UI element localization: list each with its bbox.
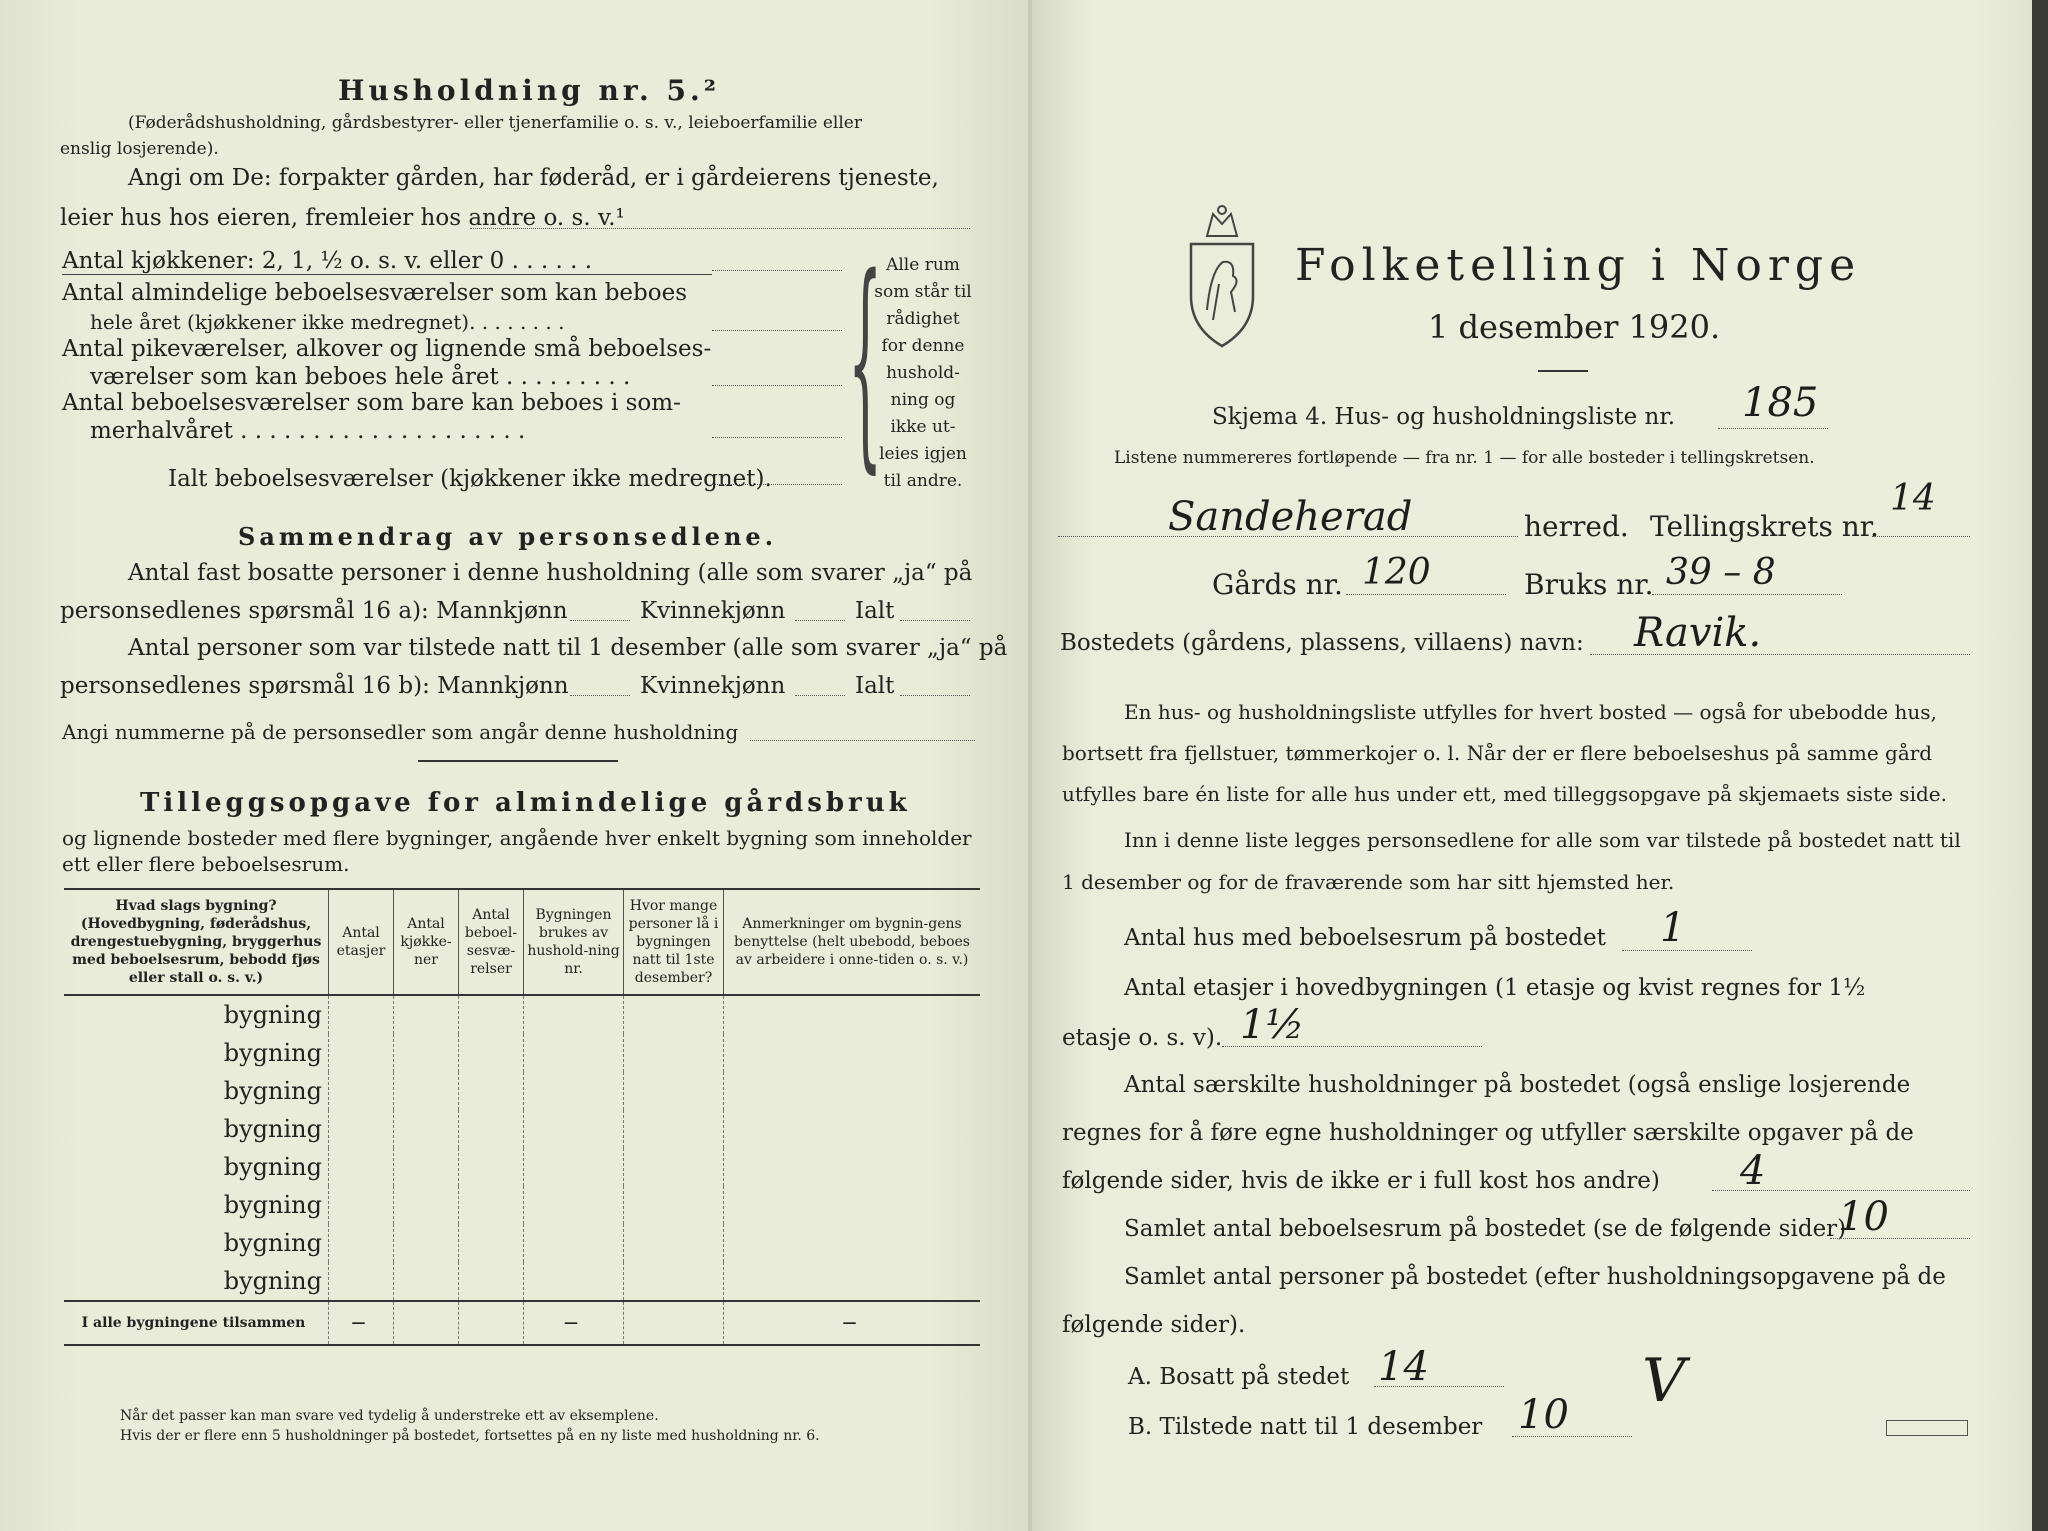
district-label: Tellingskrets nr.: [1650, 510, 1879, 543]
row-label: bygning: [223, 1191, 322, 1219]
total-rooms-question: Ialt beboelsesværelser (kjøkkener ikke medregnet).: [168, 466, 772, 492]
side-note-line: for denne: [881, 336, 965, 356]
rooms-total-value: 10: [1838, 1194, 1889, 1240]
rule: [62, 274, 712, 275]
answer-line: [900, 695, 970, 696]
place-name-label: Bostedets (gårdens, plassens, villaens) navn:: [1060, 630, 1584, 656]
list-number-value: 185: [1742, 380, 1819, 426]
supplement-title: Tilleggsopgave for almindelige gårdsbruk: [140, 788, 911, 818]
households-question-line-1: Antal særskilte husholdninger på bostedet (også enslige losjerende: [1124, 1072, 1911, 1098]
female-label: Kvinnekjønn: [640, 598, 786, 624]
dash: —: [724, 1301, 981, 1345]
row-label: bygning: [223, 1153, 322, 1181]
footnote-1: Når det passer kan man svare ved tydelig å understreke ett av eksemplene.: [120, 1408, 659, 1424]
total-label: Ialt: [855, 673, 895, 699]
supplement-line-2: ett eller flere beboelsesrum.: [62, 852, 350, 876]
table-row: [64, 1110, 980, 1148]
table-row: [64, 995, 980, 1034]
present-label: B. Tilstede natt til 1 desember: [1128, 1414, 1483, 1440]
answer-line: [712, 385, 842, 386]
coat-of-arms-icon: [1183, 200, 1261, 350]
answer-line: [1346, 594, 1506, 595]
table-row: [64, 1186, 980, 1224]
kitchens-question: Antal kjøkkener: 2, 1, ½ o. s. v. eller 0 . . . . . .: [62, 248, 593, 274]
supplement-line-1: og lignende bosteder med flere bygninger, angående hver enkelt bygning som inneholder: [62, 826, 972, 850]
households-question-line-2: regnes for å føre egne husholdninger og utfyller særskilte opgaver på de: [1062, 1120, 1914, 1146]
rooms-question-line-1: Antal almindelige beboelsesværelser som kan beboes: [62, 280, 688, 306]
col-header-building: Hvad slags bygning? (Hovedbygning, føderådshus, drengestuebygning, bryggerhus med beboelsesrum, bebodd fjøs eller stall o. s. v.): [70, 898, 322, 986]
section-divider: [418, 760, 618, 762]
table-total-row: [64, 1301, 980, 1345]
answer-line: [795, 695, 845, 696]
dash: —: [524, 1301, 624, 1345]
row-label: bygning: [223, 1229, 322, 1257]
household-intro-line-1: (Føderådshusholdning, gårdsbestyrer- eller tjenerfamilie o. s. v., leieboerfamilie eller: [128, 113, 862, 133]
col-header-persons: Hvor mange personer lå i bygningen natt til 1ste desember?: [624, 889, 724, 995]
farm-number-value: 120: [1362, 552, 1431, 593]
total-label: Ialt: [855, 598, 895, 624]
side-note-line: leies igjen: [879, 444, 967, 464]
side-note-line: hushold-: [886, 363, 960, 383]
herred-value: Sandeherad: [1168, 494, 1413, 540]
households-question-line-3: følgende sider, hvis de ikke er i full kost hos andre): [1062, 1168, 1660, 1194]
answer-line: [570, 695, 630, 696]
farm-number-label: Gårds nr.: [1212, 568, 1343, 601]
household-intro-line-2: enslig losjerende).: [60, 139, 219, 159]
side-note-line: ikke ut-: [890, 417, 956, 437]
answer-line: [1622, 950, 1752, 951]
household-title: Husholdning nr. 5.²: [338, 74, 721, 107]
instruction-line-3: utfylles bare én liste for alle hus under ett, med tilleggsopgave på skjemaets siste side.: [1062, 782, 1947, 806]
table-row: [64, 1262, 980, 1301]
persons-question-line-1: Samlet antal personer på bostedet (efter husholdningsopgavene på de: [1124, 1264, 1946, 1290]
row-label: bygning: [223, 1267, 322, 1295]
answer-line: [712, 484, 842, 485]
female-label: Kvinnekjønn: [640, 673, 786, 699]
title-rule: [1538, 370, 1588, 372]
person-numbers-question: Angi nummerne på de personsedler som angår denne husholdning: [62, 720, 739, 744]
instruction-line-5: 1 desember og for de fraværende som har sitt hjemsted her.: [1062, 870, 1675, 894]
answer-line: [1718, 428, 1828, 429]
summer-rooms-line-1: Antal beboelsesværelser som bare kan beboes i som-: [62, 390, 681, 416]
answer-line: [712, 437, 842, 438]
side-note-line: rådighet: [886, 309, 960, 329]
rooms-total-question: Samlet antal beboelsesrum på bostedet (se de følgende sider): [1124, 1216, 1847, 1242]
herred-label: herred.: [1524, 510, 1629, 543]
summary-line-1a: Antal fast bosatte personer i denne husholdning (alle som svarer „ja“ på: [128, 560, 973, 586]
answer-line: [795, 620, 845, 621]
instruction-line-1: En hus- og husholdningsliste utfylles for hvert bosted — også for ubebodde hus,: [1124, 700, 1937, 724]
row-label: bygning: [223, 1077, 322, 1105]
col-header-household: Bygningen brukes av hushold-ning nr.: [524, 889, 624, 995]
side-note-line: Alle rum: [886, 255, 960, 275]
col-header-kitchens: Antal kjøkke-ner: [394, 889, 459, 995]
brace: {: [848, 229, 883, 494]
holding-number-value: 39 – 8: [1666, 552, 1776, 593]
schema-label: Skjema 4. Hus- og husholdningsliste nr.: [1212, 404, 1676, 430]
answer-line: [712, 330, 842, 331]
total-row-label: I alle bygningene tilsammen: [81, 1315, 306, 1331]
persons-question-line-2: følgende sider).: [1062, 1312, 1246, 1338]
summary-line-1b: personsedlenes spørsmål 16 a): Mannkjønn: [60, 598, 568, 624]
side-note-line: til andre.: [883, 471, 963, 491]
table-row: [64, 1148, 980, 1186]
summer-rooms-line-2: merhalvåret . . . . . . . . . . . . . . . . . . . .: [90, 418, 526, 444]
numbering-note: Listene nummereres fortløpende — fra nr. 1 — for alle bosteder i tellingskretsen.: [1114, 448, 1815, 468]
buildings-table: [64, 888, 980, 1346]
col-header-rooms: Antal beboel-sesvæ-relser: [459, 889, 524, 995]
answer-line: [1872, 536, 1970, 537]
check-mark: V: [1642, 1346, 1686, 1416]
row-label: bygning: [223, 1115, 322, 1143]
rooms-question-line-2: hele året (kjøkkener ikke medregnet). . . . . . . .: [90, 310, 565, 334]
table-row: [64, 1072, 980, 1110]
district-value: 14: [1890, 478, 1936, 519]
printer-stamp: [1886, 1420, 1968, 1436]
angi-line-1: Angi om De: forpakter gården, har føderåd, er i gårdeierens tjeneste,: [128, 165, 939, 191]
floors-question-line-2: etasje o. s. v).: [1062, 1025, 1223, 1051]
instruction-line-4: Inn i denne liste legges personsedlene for alle som var tilstede på bostedet natt til: [1124, 828, 1961, 852]
summary-line-2b: personsedlenes spørsmål 16 b): Mannkjønn: [60, 673, 569, 699]
census-title: Folketelling i Norge: [1295, 240, 1862, 291]
answer-line: [712, 270, 842, 271]
instruction-line-2: bortsett fra fjellstuer, tømmerkojer o. l. Når der er flere beboelseshus på samme gård: [1062, 741, 1933, 765]
table-header-row: [64, 889, 980, 995]
present-value: 10: [1518, 1392, 1569, 1438]
houses-question: Antal hus med beboelsesrum på bostedet: [1124, 925, 1606, 951]
maid-rooms-line-1: Antal pikeværelser, alkover og lignende små beboelses-: [62, 336, 712, 362]
maid-rooms-line-2: værelser som kan beboes hele året . . . . . . . . .: [90, 364, 631, 390]
side-note-line: ning og: [890, 390, 956, 410]
angi-line-2: leier hus hos eieren, fremleier hos andre o. s. v.¹: [60, 205, 625, 231]
answer-line: [900, 620, 970, 621]
side-note: [872, 252, 974, 495]
right-page: [1032, 0, 2032, 1531]
holding-number-label: Bruks nr.: [1524, 568, 1654, 601]
answer-line: [750, 740, 975, 741]
resident-label: A. Bosatt på stedet: [1128, 1364, 1350, 1390]
table-row: [64, 1224, 980, 1262]
households-value: 4: [1740, 1148, 1766, 1194]
side-note-line: som står til: [874, 282, 972, 302]
answer-line: [1652, 594, 1842, 595]
angi-answer-line: [470, 228, 970, 229]
col-header-remarks: Anmerkninger om bygnin-gens benyttelse (helt ubebodd, beboes av arbeidere i onne-tiden o. s. v.): [724, 889, 981, 995]
row-label: bygning: [223, 1039, 322, 1067]
floors-question-line-1: Antal etasjer i hovedbygningen (1 etasje og kvist regnes for 1½: [1124, 975, 1866, 1001]
answer-line: [570, 620, 630, 621]
houses-value: 1: [1660, 905, 1686, 951]
place-name-value: Ravik.: [1634, 610, 1762, 656]
scan-edge: [2032, 0, 2048, 1531]
floors-value: 1½: [1240, 1002, 1305, 1048]
census-date: 1 desember 1920.: [1428, 308, 1721, 346]
row-label: bygning: [223, 1001, 322, 1029]
summary-line-2a: Antal personer som var tilstede natt til 1 desember (alle som svarer „ja“ på: [128, 635, 1008, 661]
col-header-floors: Antal etasjer: [329, 889, 394, 995]
resident-value: 14: [1378, 1344, 1429, 1390]
summary-title: Sammendrag av personsedlene.: [238, 522, 778, 551]
dash: —: [329, 1301, 394, 1345]
footnote-2: Hvis der er flere enn 5 husholdninger på bostedet, fortsettes på en ny liste med husholdning nr. 6.: [120, 1428, 820, 1444]
table-row: [64, 1034, 980, 1072]
